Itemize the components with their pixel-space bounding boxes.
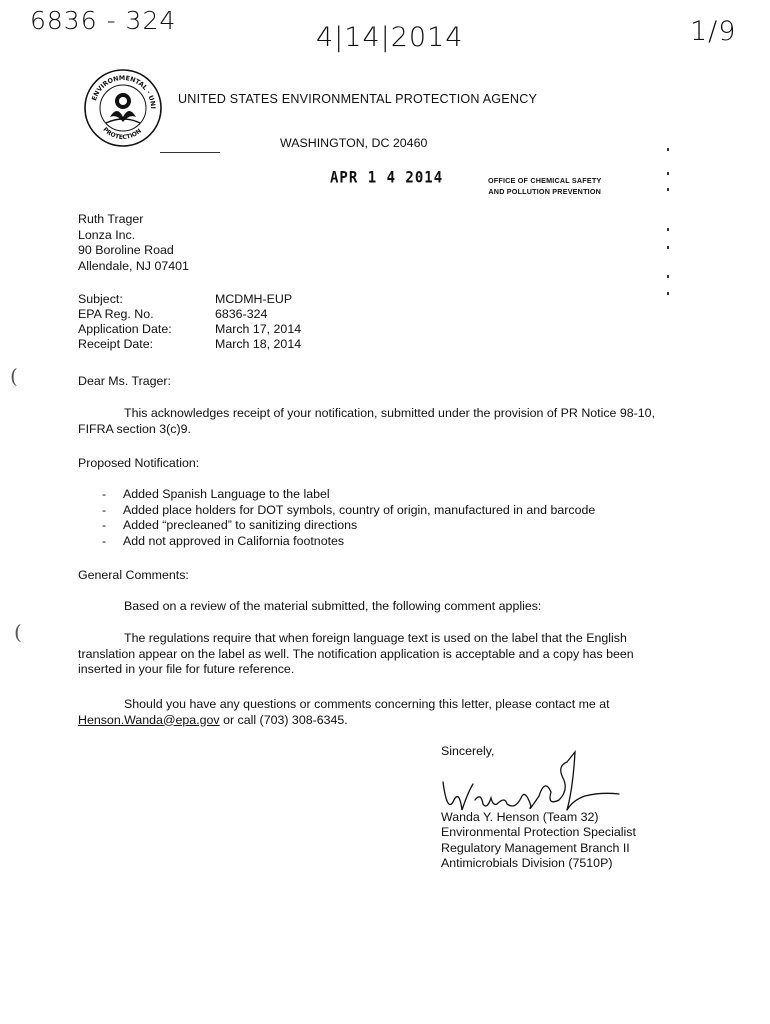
signature-block <box>441 744 636 872</box>
signer-title: Environmental Protection Specialist <box>441 825 636 839</box>
handwritten-page: 1/9 <box>690 16 737 47</box>
reg-no-row <box>78 307 301 322</box>
agency-city: WASHINGTON, DC 20460 <box>280 136 428 150</box>
receipt-date-value: March 18, 2014 <box>215 337 302 351</box>
letterhead-rule <box>160 152 220 153</box>
scan-speck <box>667 246 669 249</box>
proposed-list <box>78 487 698 549</box>
recipient-line: Ruth Trager <box>78 212 144 226</box>
application-date-label: Application Date: <box>78 322 172 336</box>
scan-speck <box>667 148 669 151</box>
application-date-value: March 17, 2014 <box>215 322 302 336</box>
comment-paragraph-2 <box>78 631 663 678</box>
subject-label: Subject: <box>78 292 123 306</box>
reg-no-label: EPA Reg. No. <box>78 307 154 321</box>
intro-paragraph <box>78 406 678 437</box>
signer-name: Wanda Y. Henson (Team 32) <box>441 809 599 824</box>
signer-branch: Regulatory Management Branch II <box>441 840 630 855</box>
list-item: - Add not approved in California footnotes <box>78 534 698 550</box>
list-item: - Added Spanish Language to the label <box>78 487 698 503</box>
salutation: Dear Ms. Trager: <box>78 374 171 388</box>
application-date-row <box>78 322 301 337</box>
recipient-line: 90 Boroline Road <box>78 243 174 257</box>
receipt-date-row <box>78 337 301 352</box>
signer-division: Antimicrobials Division (7510P) <box>441 856 613 870</box>
receipt-date-label: Receipt Date: <box>78 337 154 351</box>
received-date-stamp: APR 1 4 2014 <box>330 168 444 188</box>
office-line-2: AND POLLUTION PREVENTION <box>488 187 602 196</box>
contact-email-link[interactable]: Henson.Wanda@epa.gov <box>78 712 220 727</box>
scan-speck <box>667 228 669 231</box>
epa-seal-logo <box>82 67 164 149</box>
handwritten-file-number: 6836 - 324 <box>30 6 177 35</box>
recipient-address <box>78 212 189 274</box>
subject-row <box>78 292 301 307</box>
closing-phone-text: or call (703) 308-6345. <box>219 712 348 727</box>
recipient-line: Lonza Inc. <box>78 227 136 242</box>
scan-speck <box>667 188 669 191</box>
svg-text:PROTECTION: PROTECTION <box>101 126 143 142</box>
recipient-line: Allendale, NJ 07401 <box>78 258 189 273</box>
comment-paragraph-1 <box>78 599 678 615</box>
svg-text:ENVIRONMENTAL · UNITED STATES: ENVIRONMENTAL · UNI <box>90 73 158 109</box>
subject-value: MCDMH-EUP <box>215 292 293 306</box>
list-item: - Added “precleaned” to sanitizing directions <box>78 518 698 534</box>
proposed-heading: Proposed Notification: <box>78 456 200 470</box>
comments-heading: General Comments: <box>78 568 189 582</box>
closing-text: Should you have any questions or comments concerning this letter, please contact me at <box>124 697 610 711</box>
margin-mark: ( <box>14 620 22 644</box>
intro-text: This acknowledges receipt of your notification, submitted under the provision of PR Notice 98-10, FIFRA section 3(c)9. <box>78 406 656 436</box>
handwritten-date: 4|14|2014 <box>316 22 464 53</box>
comment-1-text: Based on a review of the material submitted, the following comment applies: <box>124 599 542 613</box>
closing-paragraph <box>78 697 673 728</box>
office-line-1: OFFICE OF CHEMICAL SAFETY <box>488 176 602 185</box>
reg-no-value: 6836-324 <box>215 307 268 321</box>
subject-block <box>78 292 301 352</box>
scan-speck <box>667 275 669 278</box>
scan-speck <box>667 172 669 175</box>
office-name <box>488 175 601 197</box>
margin-mark: ( <box>10 364 18 388</box>
comment-2-text: The regulations require that when foreign language text is used on the label that the English translation appear on the label as well. The notification application is acceptable and a copy has been inserted in your file for future reference. <box>78 631 634 676</box>
scan-speck <box>667 292 669 295</box>
handwritten-signature <box>441 760 636 810</box>
list-item: - Added place holders for DOT symbols, country of origin, manufactured in and barcode <box>78 503 698 519</box>
agency-name: UNITED STATES ENVIRONMENTAL PROTECTION AGENCY <box>178 92 538 106</box>
closing: Sincerely, <box>441 744 495 758</box>
